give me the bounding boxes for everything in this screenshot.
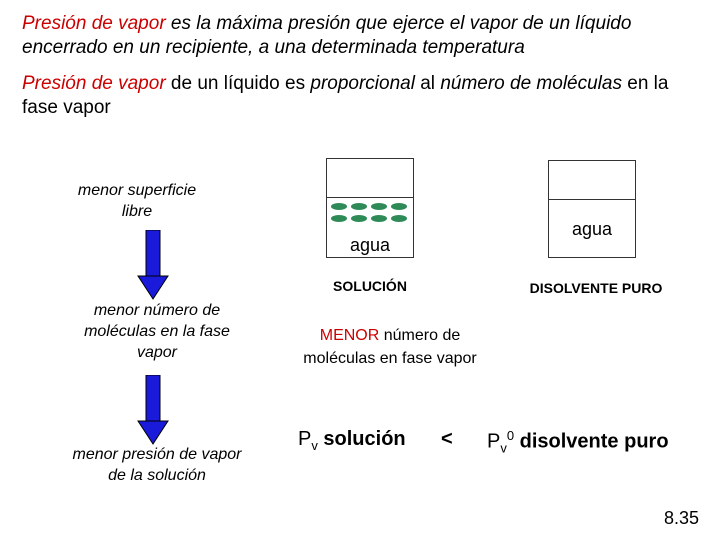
text-part-b: proporcional [310, 73, 415, 94]
pv-subscript-right: v [500, 440, 507, 456]
slide-number: 8.35 [664, 508, 700, 528]
pv-symbol-right: P [487, 430, 501, 453]
comparison-note [285, 324, 495, 370]
proportionality-paragraph [22, 72, 702, 120]
solution-vapor-pressure [298, 428, 406, 453]
pv-subscript-left: v [311, 438, 318, 453]
solute-particle [351, 203, 367, 210]
solute-particle [371, 215, 387, 222]
term-vapor-pressure: Presión de vapor [22, 13, 166, 34]
comparison-highlight: MENOR [319, 327, 380, 344]
pure-liquid-surface [549, 199, 635, 200]
step-less-surface: menor superficie libre [77, 182, 197, 220]
solution-caption: SOLUCIÓN [333, 278, 407, 294]
pv-solution-text: solución [317, 428, 406, 450]
step-lower-vapor-pressure: menor presión de vapor de la solución [72, 446, 242, 484]
pure-solvent-caption: DISOLVENTE PURO [529, 280, 663, 296]
solute-particle [351, 215, 367, 222]
solute-particle [331, 203, 347, 210]
term-vapor-pressure-2: Presión de vapor [22, 73, 166, 94]
comparison-rest: número de moléculas en fase vapor [303, 327, 477, 367]
definition-text: es la máxima presión que ejerce el vapor de un líquido encerrado en un recipiente, a una determinada temperatura [22, 13, 632, 58]
down-arrow-icon-1 [136, 230, 170, 300]
pure-solvent-container [548, 160, 636, 258]
text-part-e: en la fase vapor [22, 73, 669, 118]
pure-liquid-label: agua [571, 219, 613, 239]
pv-symbol-left: P [298, 428, 312, 450]
text-part-d: número de moléculas [440, 73, 622, 94]
definition-paragraph [22, 12, 702, 60]
solute-particle [391, 203, 407, 210]
pure-vapor-pressure [487, 428, 669, 456]
solute-particle [371, 203, 387, 210]
solution-liquid-label: agua [349, 235, 391, 255]
solute-particle [331, 215, 347, 222]
solution-liquid-surface [327, 197, 413, 198]
step-fewer-molecules: menor número de moléculas en la fase vapor [84, 302, 230, 361]
text-part-a: de un líquido es [165, 73, 311, 94]
solute-particle [391, 215, 407, 222]
solution-container [326, 158, 414, 258]
down-arrow-icon-2 [136, 375, 170, 445]
pv-pure-text: disolvente puro [514, 430, 669, 453]
less-than-symbol: < [441, 428, 453, 450]
text-part-c: al [414, 73, 441, 94]
pv-superscript-right: 0 [506, 428, 515, 443]
